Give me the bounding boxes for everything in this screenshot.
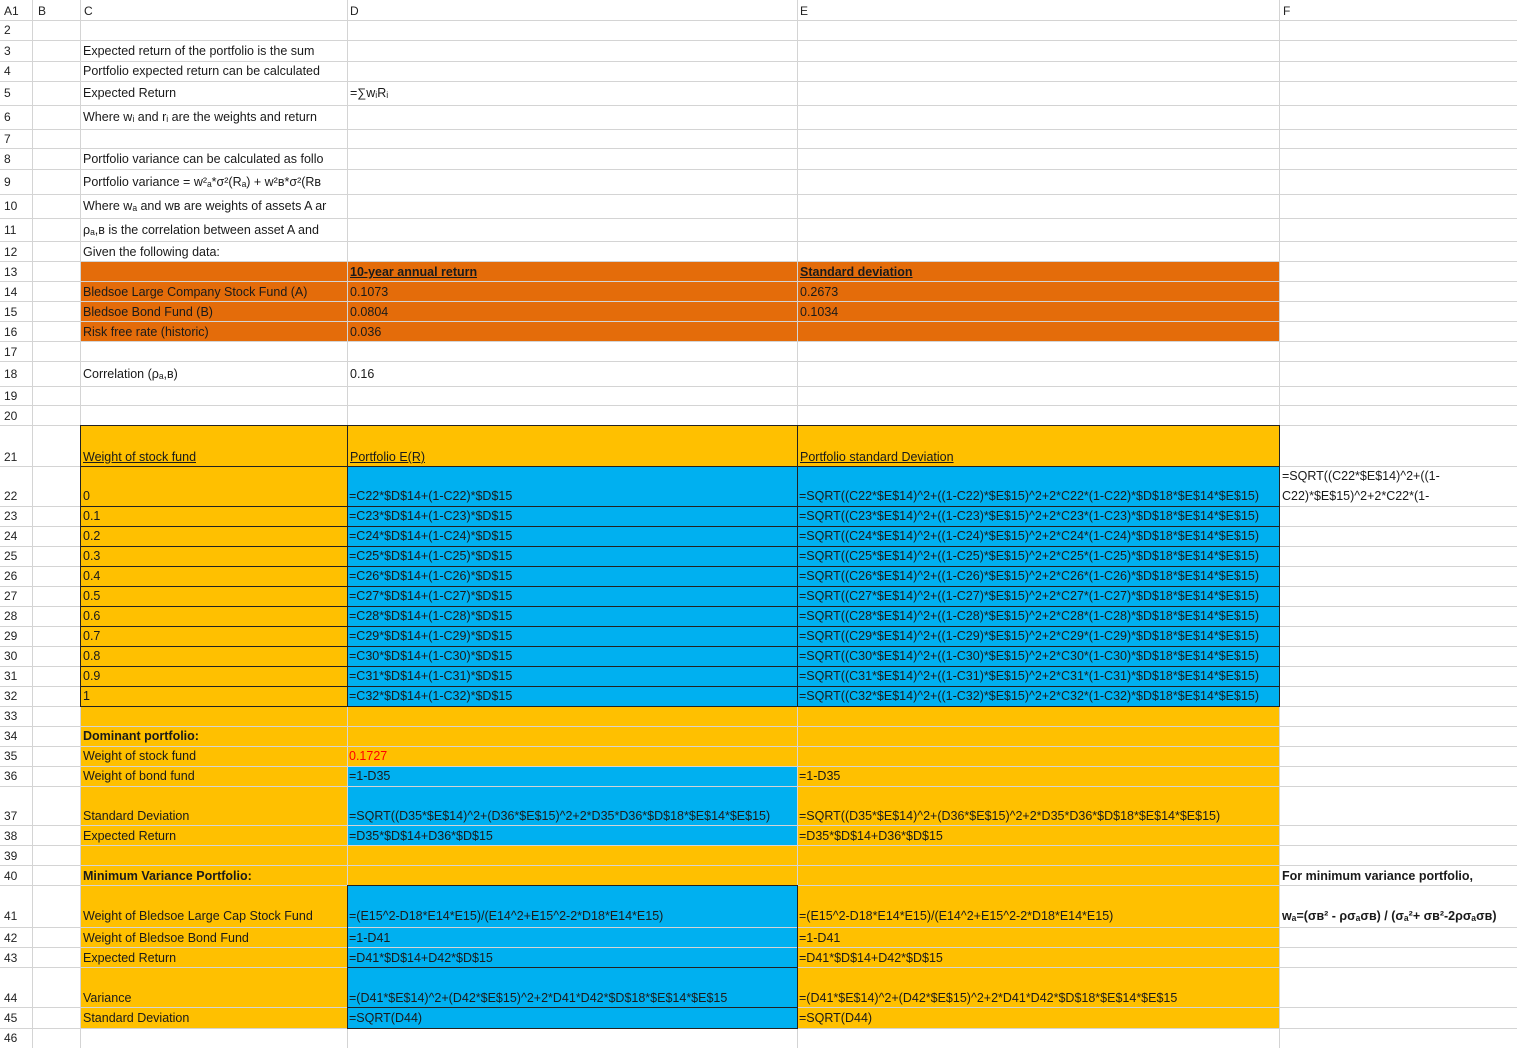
row-number[interactable]: 31 — [4, 669, 18, 683]
row-number[interactable]: 6 — [4, 110, 11, 124]
row-number[interactable]: 3 — [4, 44, 11, 58]
minvar-stock-label[interactable]: Weight of Bledsoe Large Cap Stock Fund — [83, 909, 313, 923]
weight-cell[interactable]: 0.2 — [83, 529, 101, 543]
header-portfolio-er[interactable]: Portfolio E(R) — [350, 450, 426, 464]
col-line — [347, 0, 348, 1048]
er-formula-cell[interactable]: =C26*$D$14+(1-C26)*$D$15 — [349, 569, 513, 583]
col-header-c[interactable]: C — [84, 4, 93, 18]
minvar-bond-e[interactable]: =1-D41 — [799, 931, 841, 945]
overflow-formula-f22[interactable]: =SQRT((C22*$E$14)^2+((1- — [1282, 469, 1440, 483]
dominant-er-label[interactable]: Expected Return — [83, 829, 177, 843]
row-number[interactable]: 28 — [4, 609, 18, 623]
row-number[interactable]: 42 — [4, 931, 18, 945]
dominant-sd-e[interactable]: =SQRT((D35*$E$14)^2+(D36*$E$15)^2+2*D35*D36*$D$18*$E$14*$E$15) — [799, 809, 1221, 823]
header-portfolio-sd[interactable]: Portfolio standard Deviation — [800, 450, 954, 464]
row-line — [0, 586, 1517, 587]
minvar-sd-label[interactable]: Standard Deviation — [83, 1011, 190, 1025]
er-formula-cell[interactable]: =C22*$D$14+(1-C22)*$D$15 — [349, 489, 513, 503]
row-line — [0, 686, 1517, 687]
row-number[interactable]: 37 — [4, 809, 18, 823]
sd-formula-cell[interactable]: =SQRT((C24*$E$14)^2+((1-C24)*$E$15)^2+2*C24*(1-C24)*$D$18*$E$14*$E$15) — [799, 529, 1260, 543]
dominant-er-d[interactable]: =D35*$D$14+D36*$D$15 — [349, 829, 493, 843]
row-number[interactable]: 32 — [4, 689, 18, 703]
row-number[interactable]: 16 — [4, 325, 18, 339]
minvar-var-e[interactable]: =(D41*$E$14)^2+(D42*$E$15)^2+2*D41*D42*$D$18*$E$14*$E$15 — [799, 991, 1178, 1005]
minvar-sd-e[interactable]: =SQRT(D44) — [799, 1011, 873, 1025]
row-line — [0, 885, 1517, 886]
weight-cell[interactable]: 0.3 — [83, 549, 101, 563]
row-line — [0, 626, 1517, 627]
row-number[interactable]: 12 — [4, 245, 18, 259]
row-line — [0, 746, 1517, 747]
intro-line-4[interactable]: Portfolio expected return can be calculated — [83, 64, 320, 78]
minvar-formula[interactable]: wₐ=(σʙ² - ρσₐσʙ) / (σₐ²+ σʙ²-2ρσₐσʙ) — [1282, 909, 1497, 923]
weight-cell[interactable]: 0.8 — [83, 649, 101, 663]
intro-line-8[interactable]: Portfolio variance can be calculated as follo — [83, 152, 324, 166]
row-number[interactable]: 18 — [4, 367, 18, 381]
sd-formula-cell[interactable]: =SQRT((C23*$E$14)^2+((1-C23)*$E$15)^2+2*C23*(1-C23)*$D$18*$E$14*$E$15) — [799, 509, 1260, 523]
row-line — [0, 766, 1517, 767]
correlation-label[interactable]: Correlation (ρₐ,ʙ) — [83, 367, 178, 381]
row-number[interactable]: 46 — [4, 1031, 18, 1045]
row-line — [0, 241, 1517, 242]
weight-cell[interactable]: 0.5 — [83, 589, 101, 603]
asset-return[interactable]: 0.1073 — [350, 285, 389, 299]
row-number[interactable]: 8 — [4, 152, 11, 166]
weight-cell[interactable]: 0 — [83, 489, 90, 503]
minvar-stock-d[interactable]: =(E15^2-D18*E14*E15)/(E14^2+E15^2-2*D18*E14*E15) — [349, 909, 664, 923]
row-number[interactable]: 38 — [4, 829, 18, 843]
er-formula-cell[interactable]: =C30*$D$14+(1-C30)*$D$15 — [349, 649, 513, 663]
asset-return[interactable]: 0.036 — [350, 325, 382, 339]
weight-cell[interactable]: 0.1 — [83, 509, 101, 523]
col-line — [80, 0, 81, 1048]
sd-formula-cell[interactable]: =SQRT((C25*$E$14)^2+((1-C25)*$E$15)^2+2*C25*(1-C25)*$D$18*$E$14*$E$15) — [799, 549, 1260, 563]
expected-return-formula[interactable]: =∑wᵢRᵢ — [350, 86, 389, 100]
er-formula-cell[interactable]: =C27*$D$14+(1-C27)*$D$15 — [349, 589, 513, 603]
row-number[interactable]: 43 — [4, 951, 18, 965]
row-number[interactable]: 11 — [4, 223, 17, 237]
row-number[interactable]: 21 — [4, 450, 18, 464]
row-number[interactable]: 27 — [4, 589, 18, 603]
row-line — [0, 546, 1517, 547]
row-number[interactable]: 25 — [4, 549, 18, 563]
row-line — [0, 825, 1517, 826]
weight-cell[interactable]: 0.6 — [83, 609, 101, 623]
row-line — [0, 20, 1517, 21]
dominant-sd-label[interactable]: Standard Deviation — [83, 809, 190, 823]
row-number[interactable]: 4 — [4, 64, 11, 78]
intro-line-6[interactable]: Where wᵢ and rᵢ are the weights and return — [83, 110, 317, 124]
minvar-note[interactable]: For minimum variance portfolio, — [1282, 869, 1473, 883]
row-number[interactable]: 10 — [4, 199, 18, 213]
sd-formula-cell[interactable]: =SQRT((C28*$E$14)^2+((1-C28)*$E$15)^2+2*C28*(1-C28)*$D$18*$E$14*$E$15) — [799, 609, 1260, 623]
col-header-d[interactable]: D — [350, 4, 359, 18]
minvar-var-d[interactable]: =(D41*$E$14)^2+(D42*$E$15)^2+2*D41*D42*$D$18*$E$14*$E$15 — [349, 991, 728, 1005]
row-number[interactable]: 44 — [4, 991, 18, 1005]
row-line — [0, 646, 1517, 647]
intro-line-9[interactable]: Portfolio variance = w²ₐ*σ²(Rₐ) + w²ʙ*σ²(Rʙ — [83, 175, 322, 189]
minvar-var-label[interactable]: Variance — [83, 991, 132, 1005]
minvar-title[interactable]: Minimum Variance Portfolio: — [83, 869, 252, 883]
er-formula-cell[interactable]: =C28*$D$14+(1-C28)*$D$15 — [349, 609, 513, 623]
row-line — [0, 706, 1517, 707]
dominant-stock-label[interactable]: Weight of stock fund — [83, 749, 197, 763]
header-annual-return[interactable]: 10-year annual return — [350, 265, 478, 279]
row-line — [0, 1007, 1517, 1008]
intro-line-12[interactable]: Given the following data: — [83, 245, 220, 259]
er-formula-cell[interactable]: =C25*$D$14+(1-C25)*$D$15 — [349, 549, 513, 563]
row-line — [0, 726, 1517, 727]
sd-formula-cell[interactable]: =SQRT((C32*$E$14)^2+((1-C32)*$E$15)^2+2*C32*(1-C32)*$D$18*$E$14*$E$15) — [799, 689, 1260, 703]
expected-return-label[interactable]: Expected Return — [83, 86, 177, 100]
row-number[interactable]: 20 — [4, 409, 18, 423]
row-number[interactable]: 22 — [4, 489, 18, 503]
asset-return[interactable]: 0.0804 — [350, 305, 389, 319]
header-weight-stock[interactable]: Weight of stock fund — [83, 450, 197, 464]
row-line — [0, 281, 1517, 282]
row-number[interactable]: 30 — [4, 649, 18, 663]
row-number[interactable]: 34 — [4, 729, 18, 743]
sd-formula-cell[interactable]: =SQRT((C31*$E$14)^2+((1-C31)*$E$15)^2+2*C31*(1-C31)*$D$18*$E$14*$E$15) — [799, 669, 1260, 683]
dominant-sd-d[interactable]: =SQRT((D35*$E$14)^2+(D36*$E$15)^2+2*D35*D36*$D$18*$E$14*$E$15) — [349, 809, 771, 823]
row-line — [0, 148, 1517, 149]
dominant-er-e[interactable]: =D35*$D$14+D36*$D$15 — [799, 829, 943, 843]
col-line — [797, 0, 798, 1048]
col-line — [1279, 0, 1280, 1048]
col-header-e[interactable]: E — [800, 4, 809, 18]
minvar-stock-e[interactable]: =(E15^2-D18*E14*E15)/(E14^2+E15^2-2*D18*E14*E15) — [799, 909, 1114, 923]
correlation-value[interactable]: 0.16 — [350, 367, 375, 381]
er-formula-cell[interactable]: =C24*$D$14+(1-C24)*$D$15 — [349, 529, 513, 543]
row-line — [0, 947, 1517, 948]
row-line — [0, 967, 1517, 968]
row-line — [0, 40, 1517, 41]
sd-formula-cell[interactable]: =SQRT((C27*$E$14)^2+((1-C27)*$E$15)^2+2*C27*(1-C27)*$D$18*$E$14*$E$15) — [799, 589, 1260, 603]
row-line — [0, 566, 1517, 567]
intro-line-11[interactable]: ρₐ,ʙ is the correlation between asset A and — [83, 223, 319, 237]
col-header-f[interactable]: F — [1283, 4, 1291, 18]
row-number[interactable]: 39 — [4, 849, 18, 863]
name-box[interactable]: A1 — [4, 4, 19, 18]
row-line — [0, 218, 1517, 219]
row-number[interactable]: 9 — [4, 175, 11, 189]
dominant-bond-d[interactable]: =1-D35 — [349, 769, 391, 783]
intro-line-3[interactable]: Expected return of the portfolio is the sum — [83, 44, 315, 58]
row-line — [0, 341, 1517, 342]
row-line — [0, 405, 1517, 406]
row-line — [0, 865, 1517, 866]
overflow-formula-f22[interactable]: C22)*$E$15)^2+2*C22*(1- — [1282, 489, 1430, 503]
row-number[interactable]: 13 — [4, 265, 18, 279]
row-number[interactable]: 35 — [4, 749, 18, 763]
er-formula-cell[interactable]: =C29*$D$14+(1-C29)*$D$15 — [349, 629, 513, 643]
intro-line-10[interactable]: Where wₐ and wʙ are weights of assets A ar — [83, 199, 327, 213]
row-line — [0, 425, 1517, 426]
asset-sd[interactable]: 0.2673 — [800, 285, 839, 299]
row-number[interactable]: 15 — [4, 305, 18, 319]
row-line — [0, 105, 1517, 106]
row-number[interactable]: 23 — [4, 509, 18, 523]
sd-formula-cell[interactable]: =SQRT((C26*$E$14)^2+((1-C26)*$E$15)^2+2*C26*(1-C26)*$D$18*$E$14*$E$15) — [799, 569, 1260, 583]
row-number[interactable]: 5 — [4, 86, 11, 100]
row-line — [0, 386, 1517, 387]
row-number[interactable]: 26 — [4, 569, 18, 583]
row-line — [0, 321, 1517, 322]
asset-sd[interactable]: 0.1034 — [800, 305, 839, 319]
dominant-stock-value[interactable]: 0.1727 — [349, 749, 388, 763]
row-line — [0, 845, 1517, 846]
row-number[interactable]: 33 — [4, 709, 18, 723]
row-number[interactable]: 24 — [4, 529, 18, 543]
header-standard-deviation[interactable]: Standard deviation — [800, 265, 913, 279]
row-line — [0, 927, 1517, 928]
sd-formula-cell[interactable]: =SQRT((C30*$E$14)^2+((1-C30)*$E$15)^2+2*C30*(1-C30)*$D$18*$E$14*$E$15) — [799, 649, 1260, 663]
row-line — [0, 666, 1517, 667]
row-number[interactable]: 45 — [4, 1011, 18, 1025]
row-line — [0, 506, 1517, 507]
row-number[interactable]: 41 — [4, 909, 18, 923]
sd-formula-cell[interactable]: =SQRT((C29*$E$14)^2+((1-C29)*$E$15)^2+2*C29*(1-C29)*$D$18*$E$14*$E$15) — [799, 629, 1260, 643]
weight-cell[interactable]: 1 — [83, 689, 90, 703]
row-number[interactable]: 19 — [4, 389, 18, 403]
row-number[interactable]: 29 — [4, 629, 18, 643]
sd-formula-cell[interactable]: =SQRT((C22*$E$14)^2+((1-C22)*$E$15)^2+2*C22*(1-C22)*$D$18*$E$14*$E$15) — [799, 489, 1260, 503]
weight-cell[interactable]: 0.7 — [83, 629, 101, 643]
asset-label[interactable]: Bledsoe Large Company Stock Fund (A) — [83, 285, 308, 299]
row-number[interactable]: 40 — [4, 869, 18, 883]
row-number[interactable]: 36 — [4, 769, 18, 783]
minvar-bond-label[interactable]: Weight of Bledsoe Bond Fund — [83, 931, 249, 945]
asset-label[interactable]: Risk free rate (historic) — [83, 325, 209, 339]
row-line — [0, 169, 1517, 170]
asset-label[interactable]: Bledsoe Bond Fund (B) — [83, 305, 213, 319]
row-number[interactable]: 7 — [4, 132, 11, 146]
col-line — [32, 0, 33, 1048]
weight-cell[interactable]: 0.4 — [83, 569, 101, 583]
er-formula-cell[interactable]: =C32*$D$14+(1-C32)*$D$15 — [349, 689, 513, 703]
minvar-er-d[interactable]: =D41*$D$14+D42*$D$15 — [349, 951, 493, 965]
row-line — [0, 786, 1517, 787]
minvar-bond-d[interactable]: =1-D41 — [349, 931, 391, 945]
row-line — [0, 81, 1517, 82]
er-formula-cell[interactable]: =C23*$D$14+(1-C23)*$D$15 — [349, 509, 513, 523]
dominant-bond-e[interactable]: =1-D35 — [799, 769, 841, 783]
row-line — [0, 526, 1517, 527]
row-line — [0, 606, 1517, 607]
row-number[interactable]: 2 — [4, 23, 11, 37]
row-line — [0, 261, 1517, 262]
row-number[interactable]: 14 — [4, 285, 18, 299]
row-number[interactable]: 17 — [4, 345, 18, 359]
col-header-b[interactable]: B — [38, 4, 47, 18]
minvar-sd-d[interactable]: =SQRT(D44) — [349, 1011, 423, 1025]
weight-cell[interactable]: 0.9 — [83, 669, 101, 683]
minvar-er-e[interactable]: =D41*$D$14+D42*$D$15 — [799, 951, 943, 965]
dominant-title[interactable]: Dominant portfolio: — [83, 729, 199, 743]
dominant-bond-label[interactable]: Weight of bond fund — [83, 769, 195, 783]
row-line — [0, 129, 1517, 130]
minvar-er-label[interactable]: Expected Return — [83, 951, 177, 965]
row-line — [0, 1028, 1517, 1029]
er-formula-cell[interactable]: =C31*$D$14+(1-C31)*$D$15 — [349, 669, 513, 683]
row-line — [0, 301, 1517, 302]
row-line — [0, 361, 1517, 362]
row-line — [0, 194, 1517, 195]
